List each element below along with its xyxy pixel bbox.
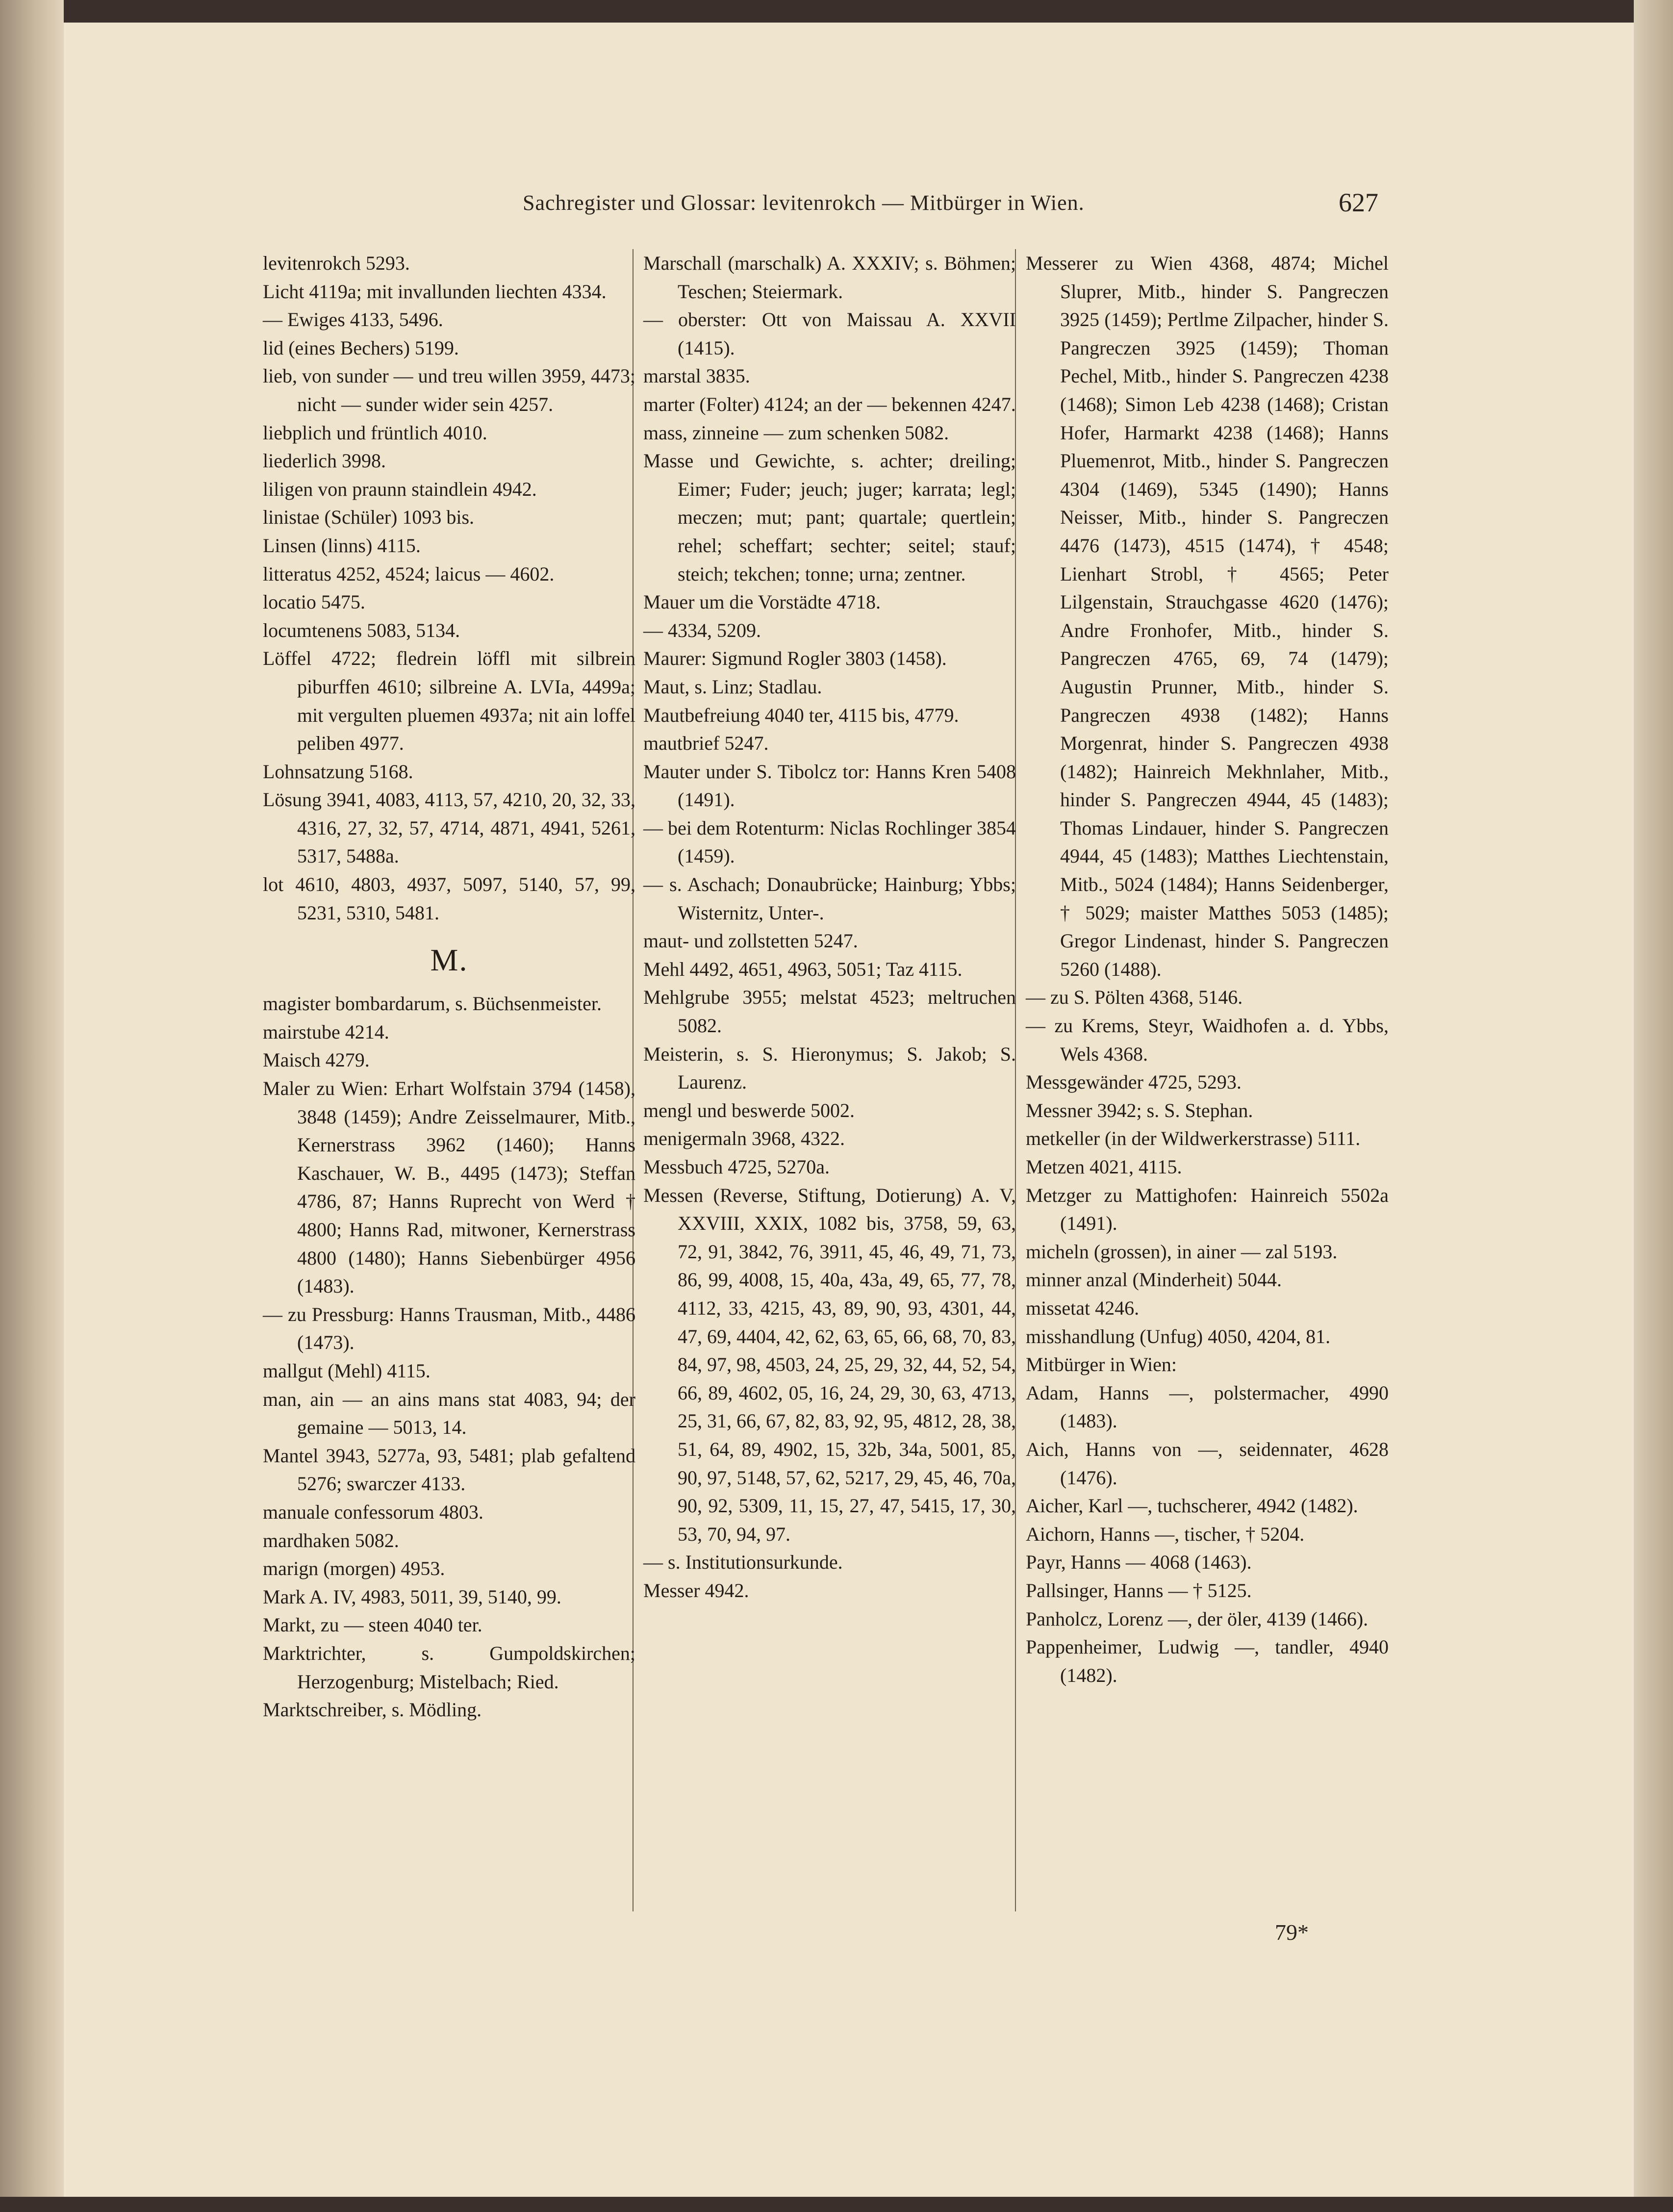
- index-entry: — s. Aschach; Donaubrücke; Hainburg; Ybbs; Wisternitz, Unter-.: [643, 873, 1016, 924]
- index-entry: mass, zinneine — zum schenken 5082.: [643, 421, 949, 444]
- index-entry: magister bombardarum, s. Büchsenmeister.: [263, 992, 602, 1015]
- index-entry: locumtenens 5083, 5134.: [263, 619, 460, 641]
- index-entry: Payr, Hanns — 4068 (1463).: [1026, 1551, 1252, 1574]
- index-entry: linistae (Schüler) 1093 bis.: [263, 506, 475, 529]
- index-entry: Mauter under S. Tibolcz tor: Hanns Kren 5408 (1491).: [643, 760, 1016, 811]
- index-entry: Aicher, Karl —, tuchscherer, 4942 (1482).: [1026, 1495, 1358, 1517]
- index-column-2: [643, 249, 1016, 1605]
- entry-list-m-final: [1026, 249, 1389, 1689]
- entry-list-m: [263, 990, 635, 1724]
- index-entry: Maurer: Sigmund Rogler 3803 (1458).: [643, 647, 947, 670]
- index-entry: Adam, Hanns —, polstermacher, 4990 (1483).: [1026, 1381, 1389, 1432]
- index-entry: Lohnsatzung 5168.: [263, 760, 413, 783]
- index-entry: missetat 4246.: [1026, 1297, 1140, 1319]
- index-entry: mallgut (Mehl) 4115.: [263, 1359, 431, 1382]
- index-entry: Metzen 4021, 4115.: [1026, 1156, 1182, 1178]
- index-entry: marign (morgen) 4953.: [263, 1557, 445, 1580]
- index-entry: locatio 5475.: [263, 591, 365, 613]
- index-entry: Maler zu Wien: Erhart Wolfstain 3794 (1458), 3848 (1459); Andre Zeisselmaurer, Mitb., Kernerstrass 3962 (1460); Hanns Kaschauer, W. B., 4495 (1473); Steffan 4786, 87; Hanns Ruprecht von Werd † 4800; Hanns Rad, mitwoner, Kernerstrass 4800 (1480); Hanns Siebenbürger 4956 (1483).: [263, 1077, 635, 1297]
- index-entry: menigermaln 3968, 4322.: [643, 1127, 845, 1150]
- index-entry: Markt, zu — steen 4040 ter.: [263, 1614, 482, 1636]
- index-entry: Messner 3942; s. S. Stephan.: [1026, 1099, 1253, 1121]
- index-entry: marstal 3835.: [643, 365, 750, 387]
- index-entry: Messer 4942.: [643, 1579, 749, 1602]
- index-entry: liebplich und früntlich 4010.: [263, 421, 487, 444]
- index-entry: — s. Institutionsurkunde.: [643, 1551, 843, 1574]
- index-column-1: [263, 249, 635, 1724]
- index-entry: Mehl 4492, 4651, 4963, 5051; Taz 4115.: [643, 958, 963, 980]
- index-entry: micheln (grossen), in ainer — zal 5193.: [1026, 1240, 1338, 1263]
- index-entry: mairstube 4214.: [263, 1020, 389, 1043]
- index-entry: Panholcz, Lorenz —, der öler, 4139 (1466).: [1026, 1607, 1369, 1630]
- index-entry: — zu S. Pölten 4368, 5146.: [1026, 986, 1243, 1009]
- index-entry: metkeller (in der Wildwerkerstrasse) 5111.: [1026, 1127, 1361, 1150]
- index-entry: Linsen (linns) 4115.: [263, 534, 421, 557]
- sheet-signature: 79*: [1275, 1920, 1309, 1945]
- index-entry: Messerer zu Wien 4368, 4874; Michel Sluprer, Mitb., hinder S. Pangreczen 3925 (1459); Pertlme Zilpacher, hinder S. Pangreczen 3925 (1459); Thoman Pechel, Mitb., hinder S. Pangreczen 4238 (1468); Simon Leb 4238 (1468); Cristan Hofer, Harmarkt 4238 (1468); Hanns Pluemenrot, Mitb., hinder S. Pangreczen 4304 (1469), 5345 (1490); Hanns Neisser, Mitb., hinder S. Pangreczen 4476 (1473), 4515 (1474), † 4548; Lienhart Strobl, † 4565; Peter Lilgenstain, Strauchgasse 4620 (1476); Andre Fronhofer, Mitb., hinder S. Pangreczen 4765, 69, 74 (1479); Augustin Prunner, Mitb., hinder S. Pangreczen 4938 (1482); Hanns Morgenrat, hinder S. Pangreczen 4938 (1482); Hainreich Mekhnlaher, Mitb., hinder S. Pangreczen 4944, 45 (1483); Thomas Lindauer, hinder S. Pangreczen 4944, 45 (1483); Matthes Liechtenstain, Mitb., 5024 (1484); Hanns Seidenberger, † 5029; maister Matthes 5053 (1485); Gregor Lindenast, hinder S. Pangreczen 5260 (1488).: [1026, 252, 1389, 980]
- index-entry: levitenrokch 5293.: [263, 252, 410, 274]
- index-entry: misshandlung (Unfug) 4050, 4204, 81.: [1026, 1325, 1331, 1348]
- index-entry: Löffel 4722; fledrein löffl mit silbrein piburffen 4610; silbreine A. LVIa, 4499a; mit vergulten pluemen 4937a; nit ain loffel peliben 4977.: [263, 647, 635, 755]
- index-entry: lid (eines Bechers) 5199.: [263, 336, 459, 359]
- index-entry: man, ain — an ains mans stat 4083, 94; der gemaine — 5013, 14.: [263, 1388, 635, 1439]
- index-entry: Marktschreiber, s. Mödling.: [263, 1699, 482, 1721]
- page-right-edge: [1634, 0, 1673, 2212]
- index-entry: mengl und beswerde 5002.: [643, 1099, 855, 1121]
- scan-top-edge: [0, 0, 1673, 23]
- index-entry: Meisterin, s. S. Hieronymus; S. Jakob; S. Laurenz.: [643, 1042, 1016, 1093]
- index-entry: Metzger zu Mattighofen: Hainreich 5502a (1491).: [1026, 1184, 1389, 1235]
- index-entry: — oberster: Ott von Maissau A. XXVII (1415).: [643, 308, 1016, 359]
- index-entry: Pallsinger, Hanns — † 5125.: [1026, 1579, 1252, 1602]
- book-binding-edge: [0, 0, 64, 2212]
- page-number: 627: [1339, 188, 1378, 217]
- index-entry: liligen von praunn staindlein 4942.: [263, 478, 537, 500]
- index-entry: lot 4610, 4803, 4937, 5097, 5140, 57, 99, 5231, 5310, 5481.: [263, 873, 635, 924]
- index-entry: — Ewiges 4133, 5496.: [263, 308, 443, 331]
- index-entry: marter (Folter) 4124; an der — bekennen 4247.: [643, 393, 1016, 415]
- index-entry: Marktrichter, s. Gumpoldskirchen; Herzogenburg; Mistelbach; Ried.: [263, 1642, 635, 1693]
- index-entry: Lösung 3941, 4083, 4113, 57, 4210, 20, 32, 33, 4316, 27, 32, 57, 4714, 4871, 4941, 5261, 5317, 5488a.: [263, 788, 635, 867]
- index-entry: Aichorn, Hanns —, tischer, † 5204.: [1026, 1523, 1305, 1545]
- index-entry: Messgewänder 4725, 5293.: [1026, 1071, 1242, 1093]
- index-entry: Mehlgrube 3955; melstat 4523; meltruchen 5082.: [643, 986, 1016, 1037]
- index-entry: Mantel 3943, 5277a, 93, 5481; plab gefaltend 5276; swarczer 4133.: [263, 1444, 635, 1495]
- running-head: Sachregister und Glossar: levitenrokch — Mitbürger in Wien.: [523, 191, 1085, 215]
- index-entry: liederlich 3998.: [263, 450, 386, 472]
- index-entry: Marschall (marschalk) A. XXXIV; s. Böhmen; Teschen; Steiermark.: [643, 252, 1016, 303]
- index-entry: — 4334, 5209.: [643, 619, 761, 641]
- index-entry: Aich, Hanns von —, seidennater, 4628 (1476).: [1026, 1438, 1389, 1489]
- index-entry: Maisch 4279.: [263, 1049, 370, 1071]
- index-entry: Messbuch 4725, 5270a.: [643, 1156, 830, 1178]
- index-entry: litteratus 4252, 4524; laicus — 4602.: [263, 562, 555, 585]
- index-entry: Pappenheimer, Ludwig —, tandler, 4940 (1482).: [1026, 1636, 1389, 1686]
- index-entry: — bei dem Rotenturm: Niclas Rochlinger 3854 (1459).: [643, 816, 1016, 867]
- index-entry: Maut, s. Linz; Stadlau.: [643, 675, 822, 698]
- index-entry: manuale confessorum 4803.: [263, 1500, 483, 1523]
- index-entry: Mauer um die Vorstädte 4718.: [643, 591, 881, 613]
- index-entry: Mautbefreiung 4040 ter, 4115 bis, 4779.: [643, 704, 959, 726]
- entry-list-l: [263, 249, 635, 927]
- index-entry: Messen (Reverse, Stiftung, Dotierung) A. V, XXVIII, XXIX, 1082 bis, 3758, 59, 63, 72, 91, 3842, 76, 3911, 45, 46, 49, 71, 73, 86, 99, 4008, 15, 40a, 43a, 49, 65, 77, 78, 4112, 33, 4215, 43, 89, 90, 93, 4301, 44, 47, 69, 4404, 42, 62, 63, 65, 66, 68, 70, 83, 84, 97, 98, 4503, 24, 25, 29, 32, 44, 52, 54, 66, 89, 4602, 05, 16, 24, 29, 30, 63, 4713, 25, 31, 66, 67, 82, 83, 92, 95, 4812, 28, 38, 51, 64, 89, 4902, 15, 32b, 34a, 5001, 85, 90, 97, 5148, 57, 62, 5217, 29, 45, 46, 70a, 90, 92, 5309, 11, 15, 27, 47, 5415, 17, 30, 53, 70, 94, 97.: [643, 1184, 1016, 1545]
- index-entry: maut- und zollstetten 5247.: [643, 930, 858, 952]
- index-entry: — zu Pressburg: Hanns Trausman, Mitb., 4486 (1473).: [263, 1303, 635, 1354]
- letter-heading-m: M.: [430, 942, 468, 978]
- index-entry: Mitbürger in Wien:: [1026, 1353, 1177, 1376]
- index-entry: minner anzal (Minderheit) 5044.: [1026, 1269, 1282, 1291]
- index-entry: lieb, von sunder — und treu willen 3959, 4473; nicht — sunder wider sein 4257.: [263, 365, 635, 415]
- index-entry: mardhaken 5082.: [263, 1529, 399, 1551]
- index-entry: mautbrief 5247.: [643, 732, 769, 755]
- scan-bottom-edge: [0, 2197, 1673, 2212]
- index-entry: Mark A. IV, 4983, 5011, 39, 5140, 99.: [263, 1585, 561, 1608]
- index-entry: — zu Krems, Steyr, Waidhofen a. d. Ybbs, Wels 4368.: [1026, 1015, 1389, 1065]
- entry-list-m-continued: [643, 249, 1016, 1605]
- index-column-3: [1026, 249, 1389, 1689]
- index-entry: Masse und Gewichte, s. achter; dreiling; Eimer; Fuder; jeuch; juger; karrata; legl; meczen; mut; pant; quartale; quertlein; rehel; scheffart; sechter; seitel; stauf; steich; tekchen; tonne; urna; zentner.: [643, 450, 1016, 585]
- index-entry: Licht 4119a; mit invallunden liechten 4334.: [263, 280, 607, 303]
